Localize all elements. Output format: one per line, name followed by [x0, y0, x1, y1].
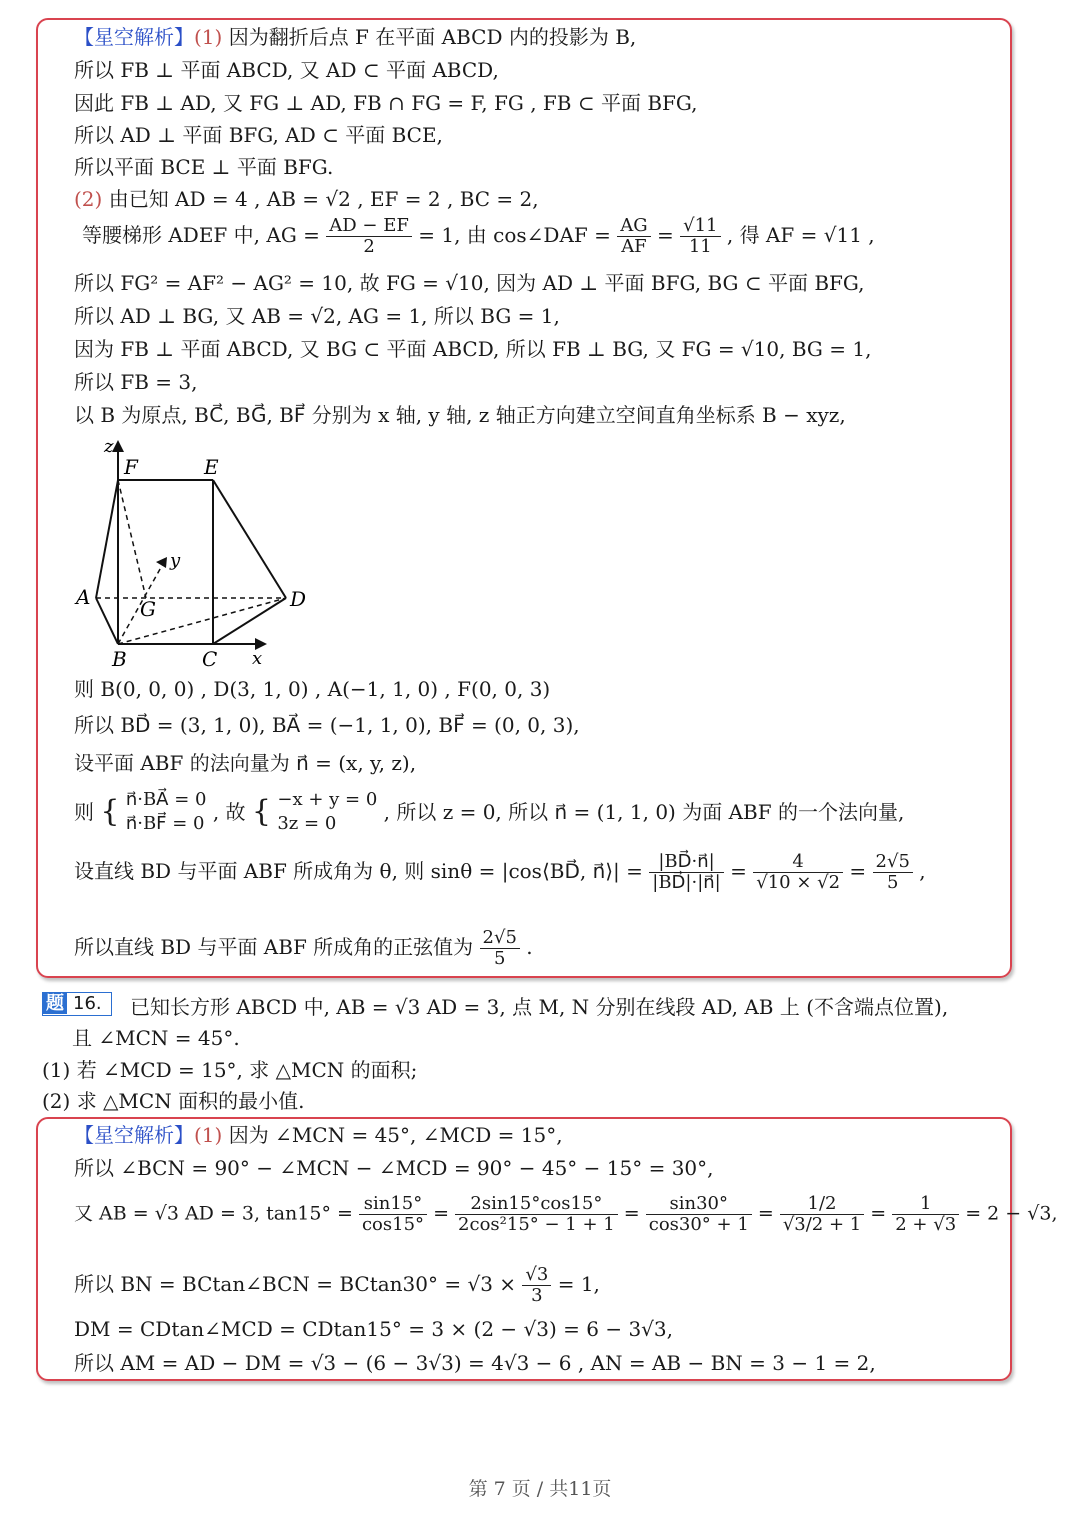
fraction [892, 1194, 959, 1235]
solution-text: 以 B 为原点, BC⃗, BG⃗, BF⃗ 分别为 x 轴, y 轴, z 轴正方向建立空间直角坐标系 B − xyz, [74, 403, 846, 427]
solution-text: 所以 BN = BCtan∠BCN = BCtan30° = √3 × [74, 1272, 517, 1296]
solution-text: 则 B(0, 0, 0) , D(3, 1, 0) , A(−1, 1, 0) , F(0, 0, 3) [74, 677, 551, 701]
label-A: A [76, 585, 91, 609]
fraction-numerator: sin30° [646, 1194, 752, 1215]
edge-CD [213, 598, 286, 644]
question-stem: 已知长方形 ABCD 中, AB = √3 AD = 3, 点 M, N 分别在线段 AD, AB 上 (不含端点位置), [130, 995, 949, 1019]
fraction-numerator: 4 [753, 852, 843, 873]
fraction-denominator: √3/2 + 1 [782, 1214, 862, 1235]
fraction-denominator: 2 + √3 [895, 1214, 957, 1235]
solution-text: 因为翻折后点 F 在平面 ABCD 内的投影为 B, [228, 25, 637, 49]
solution-text: 所以 BD⃗ = (3, 1, 0), BA⃗ = (−1, 1, 0), BF⃗ = (0, 0, 3), [74, 713, 580, 737]
label-B: B [112, 647, 127, 671]
part-number: (1) [194, 25, 223, 49]
system-1 [126, 788, 207, 836]
label-G: G [140, 597, 156, 621]
question-part-2: (2) 求 △MCN 面积的最小值. [42, 1089, 305, 1113]
fraction-numerator: 2√5 [480, 928, 520, 949]
solution-text: = 2 − √3, [965, 1202, 1058, 1225]
solution-text: 设平面 ABF 的法向量为 n⃗ = (x, y, z), [74, 751, 417, 775]
fraction [649, 852, 723, 893]
fraction [326, 216, 412, 257]
equation: 3z = 0 [277, 813, 337, 834]
fraction-denominator: 3 [531, 1285, 543, 1306]
fraction-numerator: sin15° [359, 1194, 427, 1215]
solution-text: 等腰梯形 ADEF 中, AG = [82, 223, 320, 247]
edge-AB [96, 598, 118, 644]
question-number: 16. [73, 993, 102, 1014]
solution-text: 因此 FB ⊥ AD, 又 FG ⊥ AD, FB ∩ FG = F, FG , FB ⊂ 平面 BFG, [74, 91, 698, 115]
fraction [617, 216, 650, 257]
edge-AF [96, 480, 118, 598]
solution-text: DM = CDtan∠MCD = CDtan15° = 3 × (2 − √3) = 6 − 3√3, [74, 1317, 674, 1341]
left-brace: { [251, 794, 271, 829]
fraction-denominator: 5 [887, 872, 899, 893]
question-part-1: (1) 若 ∠MCD = 15°, 求 △MCN 的面积; [42, 1058, 418, 1082]
fraction [780, 1194, 864, 1235]
fraction-denominator: |BD⃗|·|n⃗| [652, 872, 721, 893]
solution-text: 所以平面 BCE ⊥ 平面 BFG. [74, 155, 334, 179]
solution-text: 所以 AD ⊥ 平面 BFG, AD ⊂ 平面 BCE, [74, 123, 443, 147]
equals-sign: = [757, 1202, 774, 1225]
fraction-denominator: cos15° [361, 1214, 425, 1235]
solution-text: , 故 [212, 800, 246, 824]
solution-text: 所以 ∠BCN = 90° − ∠MCN − ∠MCD = 90° − 45° − 15° = 30°, [74, 1156, 714, 1180]
fraction-numerator: 2√5 [873, 852, 913, 873]
sin-theta-line [74, 852, 926, 893]
fraction [873, 852, 913, 893]
fraction-denominator: 11 [688, 236, 712, 257]
fraction [522, 1265, 551, 1306]
solution-text: 又 AB = √3 AD = 3, tan15° = [74, 1202, 353, 1225]
fraction-denominator: AF [621, 236, 647, 257]
solution-text: 所以 FB ⊥ 平面 ABCD, 又 AD ⊂ 平面 ABCD, [74, 58, 499, 82]
solution-text: 所以 FB = 3, [74, 370, 198, 394]
fraction-numerator: 1 [892, 1194, 959, 1215]
label-F: F [124, 455, 138, 479]
solution-text: , [919, 859, 926, 883]
coordinate-figure [70, 434, 330, 674]
fraction-numerator: AG [617, 216, 650, 237]
solution-text: 所以 AD ⊥ BG, 又 AB = √2, AG = 1, 所以 BG = 1, [74, 304, 560, 328]
solution-text: = 1, [557, 1272, 600, 1296]
left-brace: { [100, 794, 120, 829]
edge-ED [213, 480, 286, 598]
fraction-denominator: 2cos²15° − 1 + 1 [458, 1214, 615, 1235]
fraction [646, 1194, 752, 1235]
question-tag: 题 [43, 993, 67, 1014]
fraction [680, 216, 720, 257]
label-x: x [252, 648, 263, 669]
fraction [480, 928, 520, 969]
equation: −x + y = 0 [277, 789, 378, 810]
solution-15-part2 [74, 186, 539, 212]
fraction [359, 1194, 427, 1235]
bn-line [74, 1265, 600, 1306]
conclusion-line [74, 928, 533, 969]
fraction-numerator: AD − EF [326, 216, 412, 237]
z-arrow-head [112, 440, 124, 452]
solution-16-line-1 [74, 1122, 563, 1148]
system-2 [277, 788, 377, 836]
fraction-numerator: √11 [680, 216, 720, 237]
fraction-numerator: 2sin15°cos15° [455, 1194, 618, 1215]
equals-sign: = [433, 1202, 449, 1225]
solution-15-line-1 [74, 24, 636, 50]
solution-text: 因为 ∠MCN = 45°, ∠MCD = 15°, [228, 1123, 563, 1147]
solution-text: 所以直线 BD 与平面 ABF 所成角的正弦值为 [74, 935, 474, 959]
question-label [42, 992, 112, 1016]
solution-text: , 所以 z = 0, 所以 n⃗ = (1, 1, 0) 为面 ABF 的一个法向量, [383, 800, 905, 824]
label-C: C [202, 647, 218, 671]
fraction [753, 852, 843, 893]
solution-text: 设直线 BD 与平面 ABF 所成角为 θ, 则 sinθ = |cos⟨BD⃗, n⃗⟩| = [74, 859, 643, 883]
solution-text: 因为 FB ⊥ 平面 ABCD, 又 BG ⊂ 平面 ABCD, 所以 FB ⊥ BG, 又 FG = √10, BG = 1, [74, 337, 872, 361]
equals-sign: = [849, 859, 867, 883]
fraction-numerator: 1/2 [780, 1194, 864, 1215]
edge-FG-dashed [118, 480, 146, 598]
label-E: E [204, 455, 219, 479]
page-footer: 第 7 页 / 共11页 [468, 1478, 612, 1500]
solution-text: . [526, 935, 533, 959]
fraction-denominator: √10 × √2 [756, 872, 841, 893]
equation: n⃗·BA⃗ = 0 [125, 789, 207, 810]
fraction [455, 1194, 618, 1235]
fraction-denominator: cos30° + 1 [648, 1214, 749, 1235]
solution-text: = 1, 由 cos∠DAF = [418, 223, 611, 247]
question-stem: 且 ∠MCN = 45°. [72, 1026, 240, 1050]
part-number: (1) [194, 1123, 223, 1147]
equals-sign: = [657, 223, 674, 247]
part-number: (2) [74, 187, 103, 211]
solution-text: 所以 AM = AD − DM = √3 − (6 − 3√3) = 4√3 − 6 , AN = AB − BN = 3 − 1 = 2, [74, 1351, 876, 1375]
system-line [74, 787, 904, 837]
fraction-numerator: |BD⃗·n⃗| [649, 852, 723, 873]
label-D: D [290, 587, 307, 611]
y-arrow-head [156, 557, 167, 568]
solution-tag: 【星空解析】 [74, 25, 194, 49]
fraction-denominator: 5 [494, 948, 506, 969]
solution-text: 则 [74, 800, 94, 824]
trapezoid-line [82, 216, 875, 257]
fraction-numerator: √3 [522, 1265, 551, 1286]
solution-text: , 得 AF = √11 , [726, 223, 875, 247]
solution-text: 由已知 AD = 4 , AB = √2 , EF = 2 , BC = 2, [108, 187, 539, 211]
equation: n⃗·BF⃗ = 0 [125, 813, 205, 834]
solution-tag: 【星空解析】 [74, 1123, 194, 1147]
tan-line [74, 1194, 1058, 1235]
label-z: z [104, 436, 114, 457]
fraction-denominator: 2 [363, 236, 375, 257]
label-y: y [170, 550, 181, 571]
equals-sign: = [623, 1202, 640, 1225]
equals-sign: = [870, 1202, 887, 1225]
solution-text: 所以 FG² = AF² − AG² = 10, 故 FG = √10, 因为 AD ⊥ 平面 BFG, BG ⊂ 平面 BFG, [74, 271, 865, 295]
equals-sign: = [730, 859, 747, 883]
